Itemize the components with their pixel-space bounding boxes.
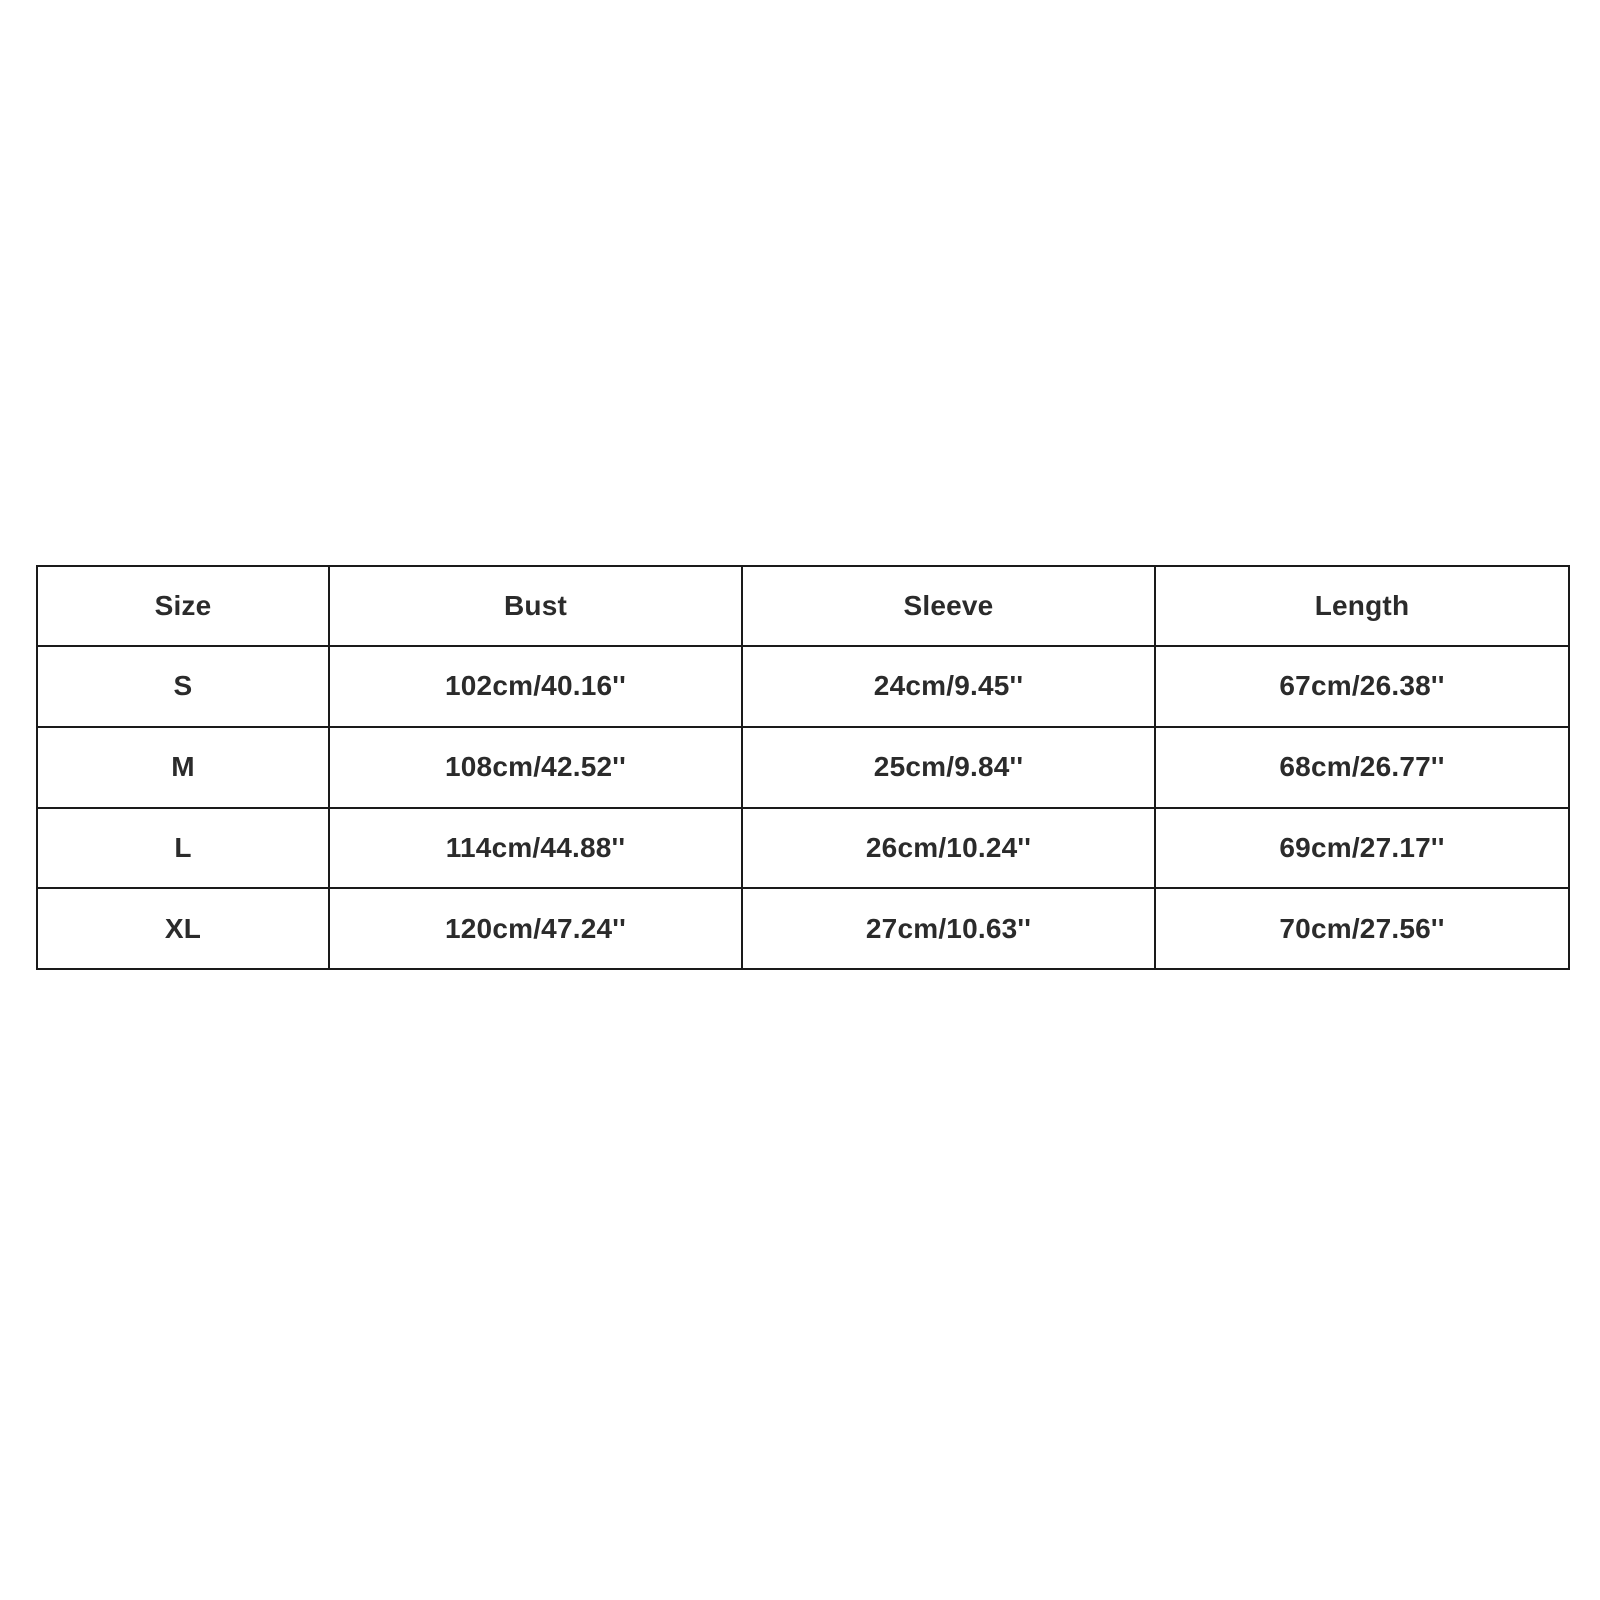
table-row <box>37 727 1569 808</box>
cell-bust: 108cm/42.52'' <box>329 727 742 808</box>
size-chart-body <box>37 646 1569 969</box>
cell-sleeve: 25cm/9.84'' <box>742 727 1155 808</box>
header-row <box>37 566 1569 646</box>
table-row <box>37 888 1569 969</box>
cell-length: 70cm/27.56'' <box>1155 888 1569 969</box>
table-row <box>37 808 1569 889</box>
cell-size: S <box>37 646 329 727</box>
table-row <box>37 646 1569 727</box>
cell-size: XL <box>37 888 329 969</box>
size-chart-table <box>36 565 1570 970</box>
cell-bust: 120cm/47.24'' <box>329 888 742 969</box>
cell-sleeve: 24cm/9.45'' <box>742 646 1155 727</box>
header-length: Length <box>1155 566 1569 646</box>
header-size: Size <box>37 566 329 646</box>
cell-sleeve: 27cm/10.63'' <box>742 888 1155 969</box>
cell-sleeve: 26cm/10.24'' <box>742 808 1155 889</box>
cell-bust: 114cm/44.88'' <box>329 808 742 889</box>
cell-size: L <box>37 808 329 889</box>
cell-size: M <box>37 727 329 808</box>
cell-bust: 102cm/40.16'' <box>329 646 742 727</box>
cell-length: 69cm/27.17'' <box>1155 808 1569 889</box>
size-chart-header <box>37 566 1569 646</box>
cell-length: 68cm/26.77'' <box>1155 727 1569 808</box>
header-sleeve: Sleeve <box>742 566 1155 646</box>
header-bust: Bust <box>329 566 742 646</box>
cell-length: 67cm/26.38'' <box>1155 646 1569 727</box>
